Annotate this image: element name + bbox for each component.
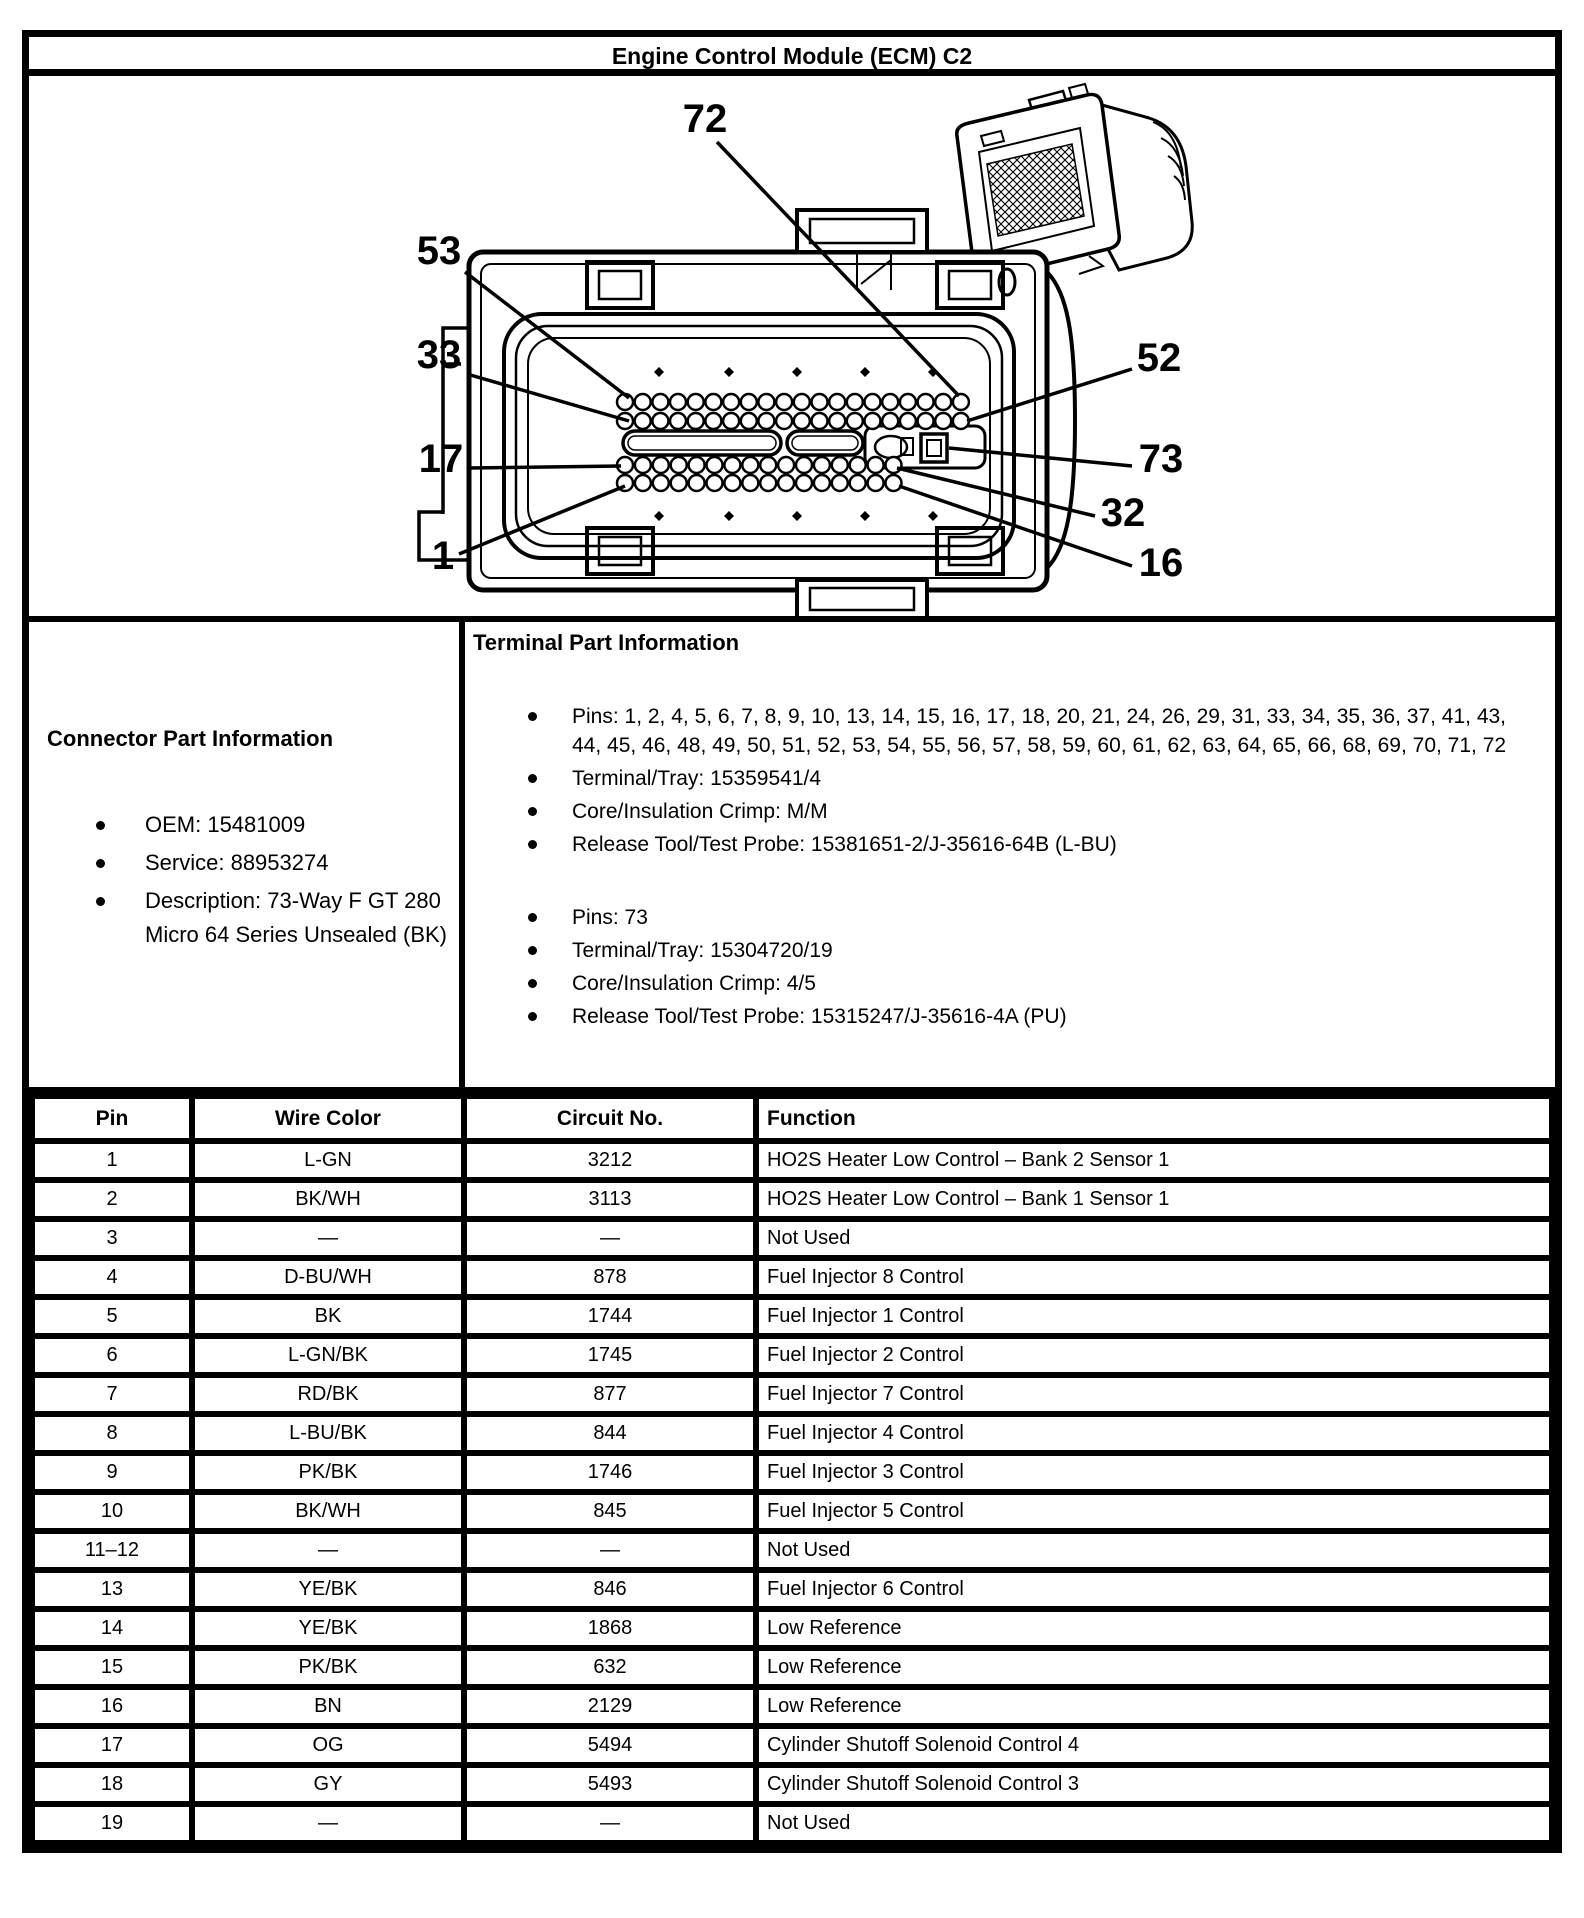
- wire-color-cell: L-GN/BK: [192, 1336, 464, 1375]
- column-header: Pin: [32, 1096, 192, 1141]
- wire-color-cell: PK/BK: [192, 1453, 464, 1492]
- title-bar: [29, 37, 1555, 76]
- bullet-item: Release Tool/Test Probe: 15315247/J-35616-4A (PU): [572, 1002, 1541, 1031]
- function-cell: Fuel Injector 5 Control: [756, 1492, 1552, 1531]
- wire-color-cell: PK/BK: [192, 1648, 464, 1687]
- callout-33: 33: [416, 333, 462, 377]
- table-row: [32, 1570, 1552, 1609]
- function-cell: HO2S Heater Low Control – Bank 1 Sensor 1: [756, 1180, 1552, 1219]
- pin-cell: 16: [32, 1687, 192, 1726]
- column-header: Function: [756, 1096, 1552, 1141]
- table-row: [32, 1492, 1552, 1531]
- circuit-cell: 877: [464, 1375, 756, 1414]
- function-cell: Low Reference: [756, 1648, 1552, 1687]
- bullet-item: Pins: 73: [572, 903, 1541, 932]
- pin-cell: 3: [32, 1219, 192, 1258]
- pin-cell: 10: [32, 1492, 192, 1531]
- table-row: [32, 1609, 1552, 1648]
- function-cell: HO2S Heater Low Control – Bank 2 Sensor 1: [756, 1141, 1552, 1180]
- bullet-item: Core/Insulation Crimp: 4/5: [572, 969, 1541, 998]
- circuit-cell: 846: [464, 1570, 756, 1609]
- table-row: [32, 1687, 1552, 1726]
- bullet-item: Core/Insulation Crimp: M/M: [572, 797, 1541, 826]
- callout-1: 1: [431, 534, 455, 578]
- connector-info-heading: Connector Part Information: [47, 726, 334, 751]
- wire-color-cell: YE/BK: [192, 1609, 464, 1648]
- table-row: [32, 1219, 1552, 1258]
- connector-part-info-box: [29, 622, 465, 1087]
- pin-cell: 6: [32, 1336, 192, 1375]
- wire-color-cell: —: [192, 1804, 464, 1843]
- circuit-cell: 3113: [464, 1180, 756, 1219]
- table-row: [32, 1258, 1552, 1297]
- wire-color-cell: BK: [192, 1297, 464, 1336]
- terminal-info-list-pin73: [465, 903, 1555, 1031]
- terminal-part-info-box: [465, 622, 1555, 1087]
- pin-cell: 9: [32, 1453, 192, 1492]
- function-cell: Cylinder Shutoff Solenoid Control 3: [756, 1765, 1552, 1804]
- bullet-item: Pins: 1, 2, 4, 5, 6, 7, 8, 9, 10, 13, 14, 15, 16, 17, 18, 20, 21, 24, 26, 29, 31, 33, 34, 35, 36, 37, 41, 43, 44, 45, 46, 48, 49, 50, 51, 52, 53, 54, 55, 56, 57, 58, 59, 60, 61, 62, 63, 64, 65, 66, 68, 69, 70, 71, 72: [572, 702, 1541, 760]
- bullet-item: Terminal/Tray: 15304720/19: [572, 936, 1541, 965]
- table-row: [32, 1765, 1552, 1804]
- pin-cell: 8: [32, 1414, 192, 1453]
- pin-table-body: [32, 1141, 1552, 1843]
- function-cell: Low Reference: [756, 1687, 1552, 1726]
- callout-73: 73: [1138, 437, 1184, 481]
- connector-figure: [29, 76, 1555, 622]
- bullet-item: Release Tool/Test Probe: 15381651-2/J-35616-64B (L-BU): [572, 830, 1541, 859]
- circuit-cell: —: [464, 1531, 756, 1570]
- wire-color-cell: YE/BK: [192, 1570, 464, 1609]
- wire-color-cell: RD/BK: [192, 1375, 464, 1414]
- circuit-cell: 5494: [464, 1726, 756, 1765]
- document-page: [22, 30, 1562, 1853]
- table-row: [32, 1648, 1552, 1687]
- circuit-cell: 878: [464, 1258, 756, 1297]
- function-cell: Fuel Injector 1 Control: [756, 1297, 1552, 1336]
- callout-72: 72: [682, 97, 728, 141]
- callout-16: 16: [1138, 541, 1184, 585]
- table-row: [32, 1531, 1552, 1570]
- pin-cell: 4: [32, 1258, 192, 1297]
- callout-32: 32: [1100, 491, 1146, 535]
- column-header: Circuit No.: [464, 1096, 756, 1141]
- pin-cell: 13: [32, 1570, 192, 1609]
- bullet-item: Service: 88953274: [145, 846, 449, 880]
- table-row: [32, 1453, 1552, 1492]
- function-cell: Not Used: [756, 1219, 1552, 1258]
- bullet-item: Terminal/Tray: 15359541/4: [572, 764, 1541, 793]
- wire-color-cell: —: [192, 1531, 464, 1570]
- table-row: [32, 1180, 1552, 1219]
- wire-color-cell: BK/WH: [192, 1180, 464, 1219]
- table-row: [32, 1336, 1552, 1375]
- wire-color-cell: D-BU/WH: [192, 1258, 464, 1297]
- circuit-cell: 632: [464, 1648, 756, 1687]
- circuit-cell: 1744: [464, 1297, 756, 1336]
- function-cell: Fuel Injector 6 Control: [756, 1570, 1552, 1609]
- circuit-cell: 1745: [464, 1336, 756, 1375]
- wire-color-cell: BN: [192, 1687, 464, 1726]
- pin-cell: 17: [32, 1726, 192, 1765]
- function-cell: Not Used: [756, 1531, 1552, 1570]
- callout-17: 17: [418, 437, 464, 481]
- pin-cell: 19: [32, 1804, 192, 1843]
- bullet-item: Description: 73-Way F GT 280 Micro 64 Series Unsealed (BK): [145, 884, 449, 952]
- wire-color-cell: OG: [192, 1726, 464, 1765]
- circuit-cell: 1746: [464, 1453, 756, 1492]
- wire-color-cell: L-BU/BK: [192, 1414, 464, 1453]
- function-cell: Fuel Injector 8 Control: [756, 1258, 1552, 1297]
- column-header: Wire Color: [192, 1096, 464, 1141]
- wire-color-cell: —: [192, 1219, 464, 1258]
- circuit-cell: 1868: [464, 1609, 756, 1648]
- pin-cell: 5: [32, 1297, 192, 1336]
- pin-cell: 14: [32, 1609, 192, 1648]
- table-row: [32, 1141, 1552, 1180]
- table-row: [32, 1375, 1552, 1414]
- callout-52: 52: [1136, 336, 1182, 380]
- table-row: [32, 1726, 1552, 1765]
- pin-cell: 2: [32, 1180, 192, 1219]
- table-header-row: [32, 1096, 1552, 1141]
- pin-table: [29, 1093, 1555, 1846]
- terminal-info-list-main: [465, 702, 1555, 859]
- circuit-cell: —: [464, 1219, 756, 1258]
- pin-cell: 11–12: [32, 1531, 192, 1570]
- wire-color-cell: L-GN: [192, 1141, 464, 1180]
- table-row: [32, 1414, 1552, 1453]
- pin-cell: 18: [32, 1765, 192, 1804]
- pin-cell: 15: [32, 1648, 192, 1687]
- page-title: Engine Control Module (ECM) C2: [611, 43, 973, 69]
- connector-diagram-svg: [29, 76, 1555, 622]
- table-row: [32, 1804, 1552, 1843]
- function-cell: Fuel Injector 4 Control: [756, 1414, 1552, 1453]
- function-cell: Cylinder Shutoff Solenoid Control 4: [756, 1726, 1552, 1765]
- circuit-cell: 844: [464, 1414, 756, 1453]
- table-row: [32, 1297, 1552, 1336]
- wire-color-cell: BK/WH: [192, 1492, 464, 1531]
- connector-info-list: [29, 808, 459, 952]
- function-cell: Fuel Injector 2 Control: [756, 1336, 1552, 1375]
- callout-53: 53: [416, 229, 462, 273]
- pin-cell: 1: [32, 1141, 192, 1180]
- wire-color-cell: GY: [192, 1765, 464, 1804]
- function-cell: Fuel Injector 3 Control: [756, 1453, 1552, 1492]
- circuit-cell: 3212: [464, 1141, 756, 1180]
- circuit-cell: —: [464, 1804, 756, 1843]
- function-cell: Fuel Injector 7 Control: [756, 1375, 1552, 1414]
- terminal-info-heading: Terminal Part Information: [473, 630, 740, 655]
- circuit-cell: 2129: [464, 1687, 756, 1726]
- function-cell: Not Used: [756, 1804, 1552, 1843]
- pin-cell: 7: [32, 1375, 192, 1414]
- function-cell: Low Reference: [756, 1609, 1552, 1648]
- circuit-cell: 5493: [464, 1765, 756, 1804]
- bullet-item: OEM: 15481009: [145, 808, 449, 842]
- circuit-cell: 845: [464, 1492, 756, 1531]
- part-info-section: [29, 622, 1555, 1093]
